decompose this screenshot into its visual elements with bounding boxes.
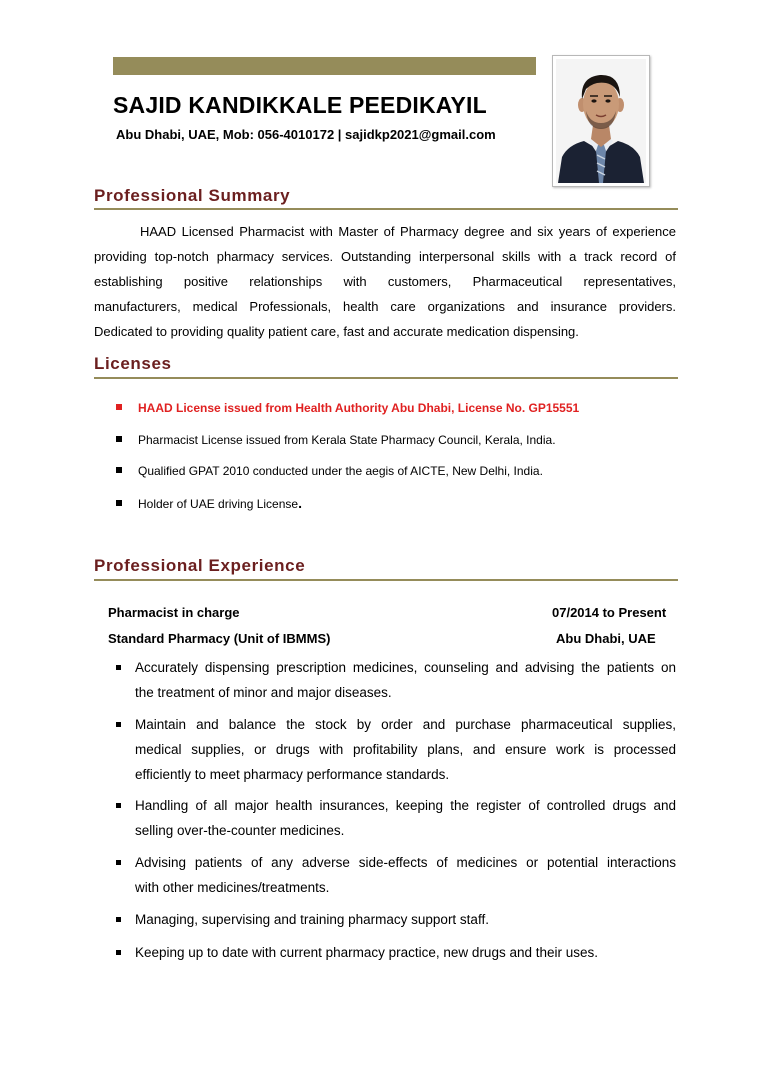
license-text: Pharmacist License issued from Kerala State Pharmacy Council, Kerala, India. [138,433,556,447]
bullet-icon [116,917,121,922]
duty-text [135,655,676,705]
duty-text [135,940,676,965]
section-divider-summary [94,208,678,210]
section-title-summary: Professional Summary [94,186,291,205]
duty-line: Accurately dispensing prescription medicines, counseling and advising the patients on [135,660,676,675]
bullet-icon [116,500,122,506]
bullet-icon [116,950,121,955]
section-divider-experience [94,579,678,581]
license-text: Qualified GPAT 2010 conducted under the aegis of AICTE, New Delhi, India. [138,464,543,478]
duty-line: Advising patients of any adverse side-effects of medicines or potential interactions [135,855,676,870]
job-dates: 07/2014 to Present [552,605,667,620]
duty-item [114,655,676,705]
summary-line: Dedicated to providing quality patient care, fast and accurate medication dispensing. [94,324,579,339]
header-accent-bar [113,57,536,75]
duty-line: Handling of all major health insurances, keeping the register of controlled drugs and [135,798,676,813]
candidate-name: SAJID KANDIKKALE PEEDIKAYIL [113,92,487,118]
bullet-icon [116,404,122,410]
bullet-icon [116,722,121,727]
license-item [116,495,302,511]
bullet-icon [116,436,122,442]
duty-line: selling over-the-counter medicines. [135,823,345,838]
license-text: Holder of UAE driving License [138,497,299,511]
summary-line: establishing positive relationships with customers, Pharmaceutical representatives, [94,274,676,289]
license-item [116,401,579,415]
duty-text [135,907,676,932]
summary-line [94,219,676,244]
duty-text [135,850,676,900]
bullet-icon [116,665,121,670]
duty-line: with other medicines/treatments. [135,880,330,895]
profile-photo-icon [556,59,646,183]
section-divider-licenses [94,377,678,379]
duty-item [114,850,676,900]
section-title-experience: Professional Experience [94,556,306,575]
duty-text [135,712,676,787]
job-employer: Standard Pharmacy (Unit of IBMMS) [108,631,331,646]
duty-line: Maintain and balance the stock by order and purchase pharmaceutical supplies, [135,717,676,732]
license-item [116,464,543,478]
duty-item [114,793,676,843]
job-role: Pharmacist in charge [108,605,240,620]
bullet-icon [116,860,121,865]
section-title-licenses: Licenses [94,354,172,373]
duty-item [114,940,676,965]
license-period: . [298,495,302,511]
license-text: HAAD License issued from Health Authority Abu Dhabi, License No. GP15551 [138,401,580,415]
duty-line: the treatment of minor and major diseases. [135,685,392,700]
summary-line-text: HAAD Licensed Pharmacist with Master of Pharmacy degree and six years of experience [140,224,676,239]
duty-line: Managing, supervising and training pharmacy support staff. [135,912,489,927]
duty-line: efficiently to meet pharmacy performance standards. [135,767,450,782]
license-item [116,433,556,447]
bullet-icon [116,803,121,808]
professional-summary [94,219,676,344]
duty-line: Keeping up to date with current pharmacy practice, new drugs and their uses. [135,945,599,960]
duty-item [114,907,676,932]
duty-line: medical supplies, or drugs with profitability plans, and ensure work is processed [135,742,676,757]
duty-item [114,712,676,787]
job-location: Abu Dhabi, UAE [556,631,656,646]
bullet-icon [116,467,122,473]
summary-line: manufacturers, medical Professionals, health care organizations and insurance providers. [94,299,676,314]
duty-text [135,793,676,843]
profile-photo [552,55,650,187]
summary-line: providing top-notch pharmacy services. Outstanding interpersonal skills with a track record of [94,249,676,264]
contact-line: Abu Dhabi, UAE, Mob: 056-4010172 | sajidkp2021@gmail.com [116,127,496,142]
